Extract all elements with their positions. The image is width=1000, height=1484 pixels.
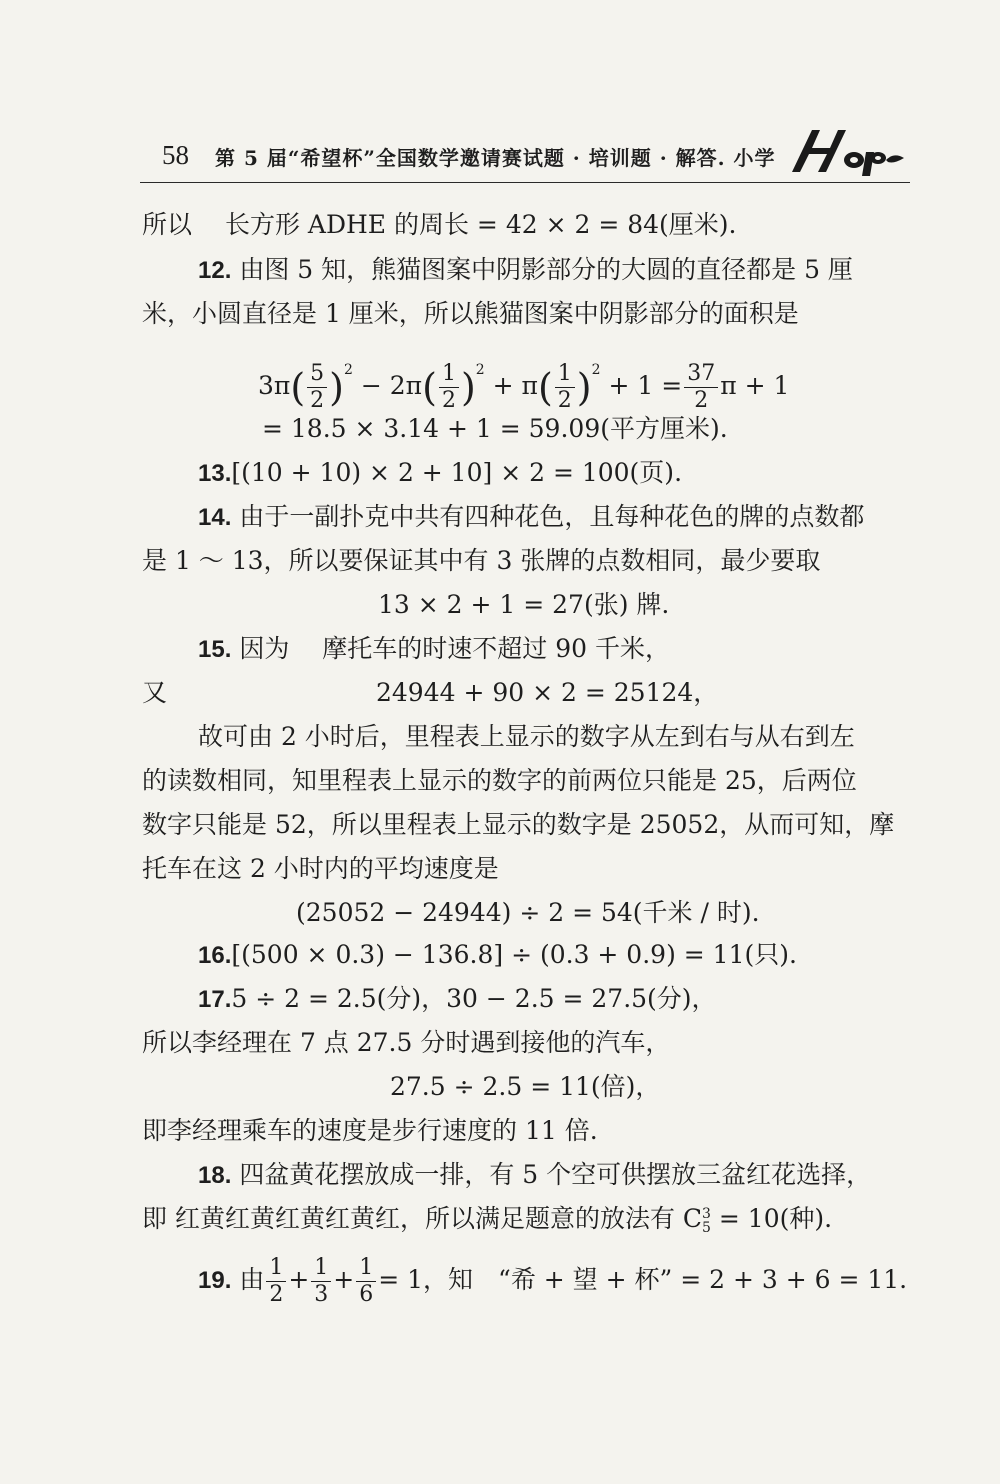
- fraction: $\frac{37}{2}$: [684, 361, 718, 414]
- line-20: 27.5 ÷ 2.5 = 11(倍)，: [390, 1072, 661, 1101]
- item-number: 19.: [198, 1267, 232, 1294]
- exponent: 2: [591, 362, 601, 378]
- line-15: 托车在这 2 小时内的平均速度是: [142, 854, 499, 883]
- line-21: 即李经理乘车的速度是步行速度的 11 倍.: [142, 1116, 598, 1145]
- fraction: $\frac{1}{6}$: [356, 1255, 376, 1308]
- line-12: 故可由 2 小时后，里程表上显示的数字从左到右与从右到左: [198, 722, 855, 751]
- line-06: [(10 + 10) × 2 + 10] × 2 = 100(页).: [231, 458, 683, 487]
- line-02: 由图 5 知，熊猫图案中阴影部分的大圆的直径都是 5 厘: [239, 255, 853, 284]
- line-17: [(500 × 0.3) − 136.8] ÷ (0.3 + 0.9) = 11(只).: [231, 940, 797, 969]
- item-18: [198, 1158, 871, 1193]
- header-rule: [140, 182, 910, 183]
- item-number: 15.: [198, 636, 232, 663]
- formula-part: − 2π: [360, 371, 423, 400]
- line-11-label: 又: [142, 678, 168, 707]
- item-16: [198, 938, 797, 973]
- item-12: [198, 253, 853, 288]
- line-23: [142, 1202, 832, 1236]
- item-number: 14.: [198, 504, 232, 531]
- fraction: $\frac{5}{2}$: [307, 361, 327, 414]
- combination-indices: 3 5: [702, 1205, 711, 1236]
- item-15: [198, 632, 670, 667]
- item-14: [198, 500, 864, 535]
- line-14: 数字只能是 52，所以里程表上显示的数字是 25052，从而可知，摩: [142, 810, 895, 839]
- line-24-text: 由: [239, 1265, 265, 1294]
- formula-part: + 1 =: [608, 371, 683, 400]
- line-10: 因为 摩托车的时速不超过 90 千米，: [239, 634, 670, 663]
- item-number: 18.: [198, 1162, 232, 1189]
- running-title: 第 5 届“希望杯”全国数学邀请赛试题 · 培训题 · 解答. 小学: [215, 146, 776, 170]
- fraction: $\frac{1}{2}$: [439, 361, 459, 414]
- item-17: [198, 982, 717, 1017]
- formula-part: + π: [492, 371, 538, 400]
- line-18: 5 ÷ 2 = 2.5(分)，30 − 2.5 = 27.5(分)，: [231, 984, 717, 1013]
- page-number: 58: [162, 140, 189, 170]
- line-22: 四盆黄花摆放成一排，有 5 个空可供摆放三盆红花选择，: [239, 1160, 872, 1189]
- item-number: 17.: [198, 986, 232, 1013]
- line-24-result: = 1，知 “希 + 望 + 杯” = 2 + 3 + 6 = 11.: [378, 1265, 908, 1294]
- fraction: $\frac{1}{2}$: [555, 361, 575, 414]
- item-13: [198, 456, 682, 491]
- line-09: 13 × 2 + 1 = 27(张) 牌.: [378, 590, 670, 619]
- line-19: 所以李经理在 7 点 27.5 分时遇到接他的汽车，: [142, 1028, 671, 1057]
- running-header: [140, 118, 910, 184]
- fraction: $\frac{1}{2}$: [266, 1255, 286, 1308]
- formula-part: 3π: [258, 371, 291, 400]
- line-07: 由于一副扑克中共有四种花色，且每种花色的牌的点数都: [239, 502, 865, 531]
- fraction: $\frac{1}{3}$: [311, 1255, 331, 1308]
- line-01: 所以 长方形 ADHE 的周长 = 42 × 2 = 84(厘米).: [142, 210, 737, 239]
- line-05: = 18.5 × 3.14 + 1 = 59.09(平方厘米).: [262, 414, 728, 443]
- line-11: 24944 + 90 × 2 = 25124，: [376, 678, 719, 707]
- item-number: 12.: [198, 257, 232, 284]
- item-number: 13.: [198, 460, 232, 487]
- line-03: 米，小圆直径是 1 厘米，所以熊猫图案中阴影部分的面积是: [142, 299, 799, 328]
- line-16: (25052 − 24944) ÷ 2 = 54(千米 / 时).: [296, 898, 760, 927]
- formula-area: 3π( $\frac{5}{2}$ )$^2$ − 2π( $\frac{1}{2}$ )$^2$ + π( $\frac{1}{2}$ )$^2$ + 1 = $\frac{37}{2}$ π + 1: [258, 361, 790, 413]
- hope-logo-icon: [782, 122, 910, 178]
- line-23-result: = 10(种).: [710, 1204, 833, 1233]
- line-23-text: 即 红黄红黄红黄红黄红，所以满足题意的放法有 C: [142, 1204, 703, 1233]
- exponent: 2: [475, 362, 485, 378]
- formula-part: π + 1: [720, 371, 790, 400]
- exponent: 2: [344, 362, 353, 378]
- line-08: 是 1 ～ 13，所以要保证其中有 3 张牌的点数相同，最少要取: [142, 546, 821, 575]
- item-number: 16.: [198, 942, 232, 969]
- line-13: 的读数相同，知里程表上显示的数字的前两位只能是 25，后两位: [142, 766, 857, 795]
- item-19: 19. 由 $\frac{1}{2}$ + $\frac{1}{3}$ + $\frac{1}{6}$ = 1，知 “希 + 望 + 杯” = 2 + 3 + 6 = 11.: [198, 1255, 908, 1307]
